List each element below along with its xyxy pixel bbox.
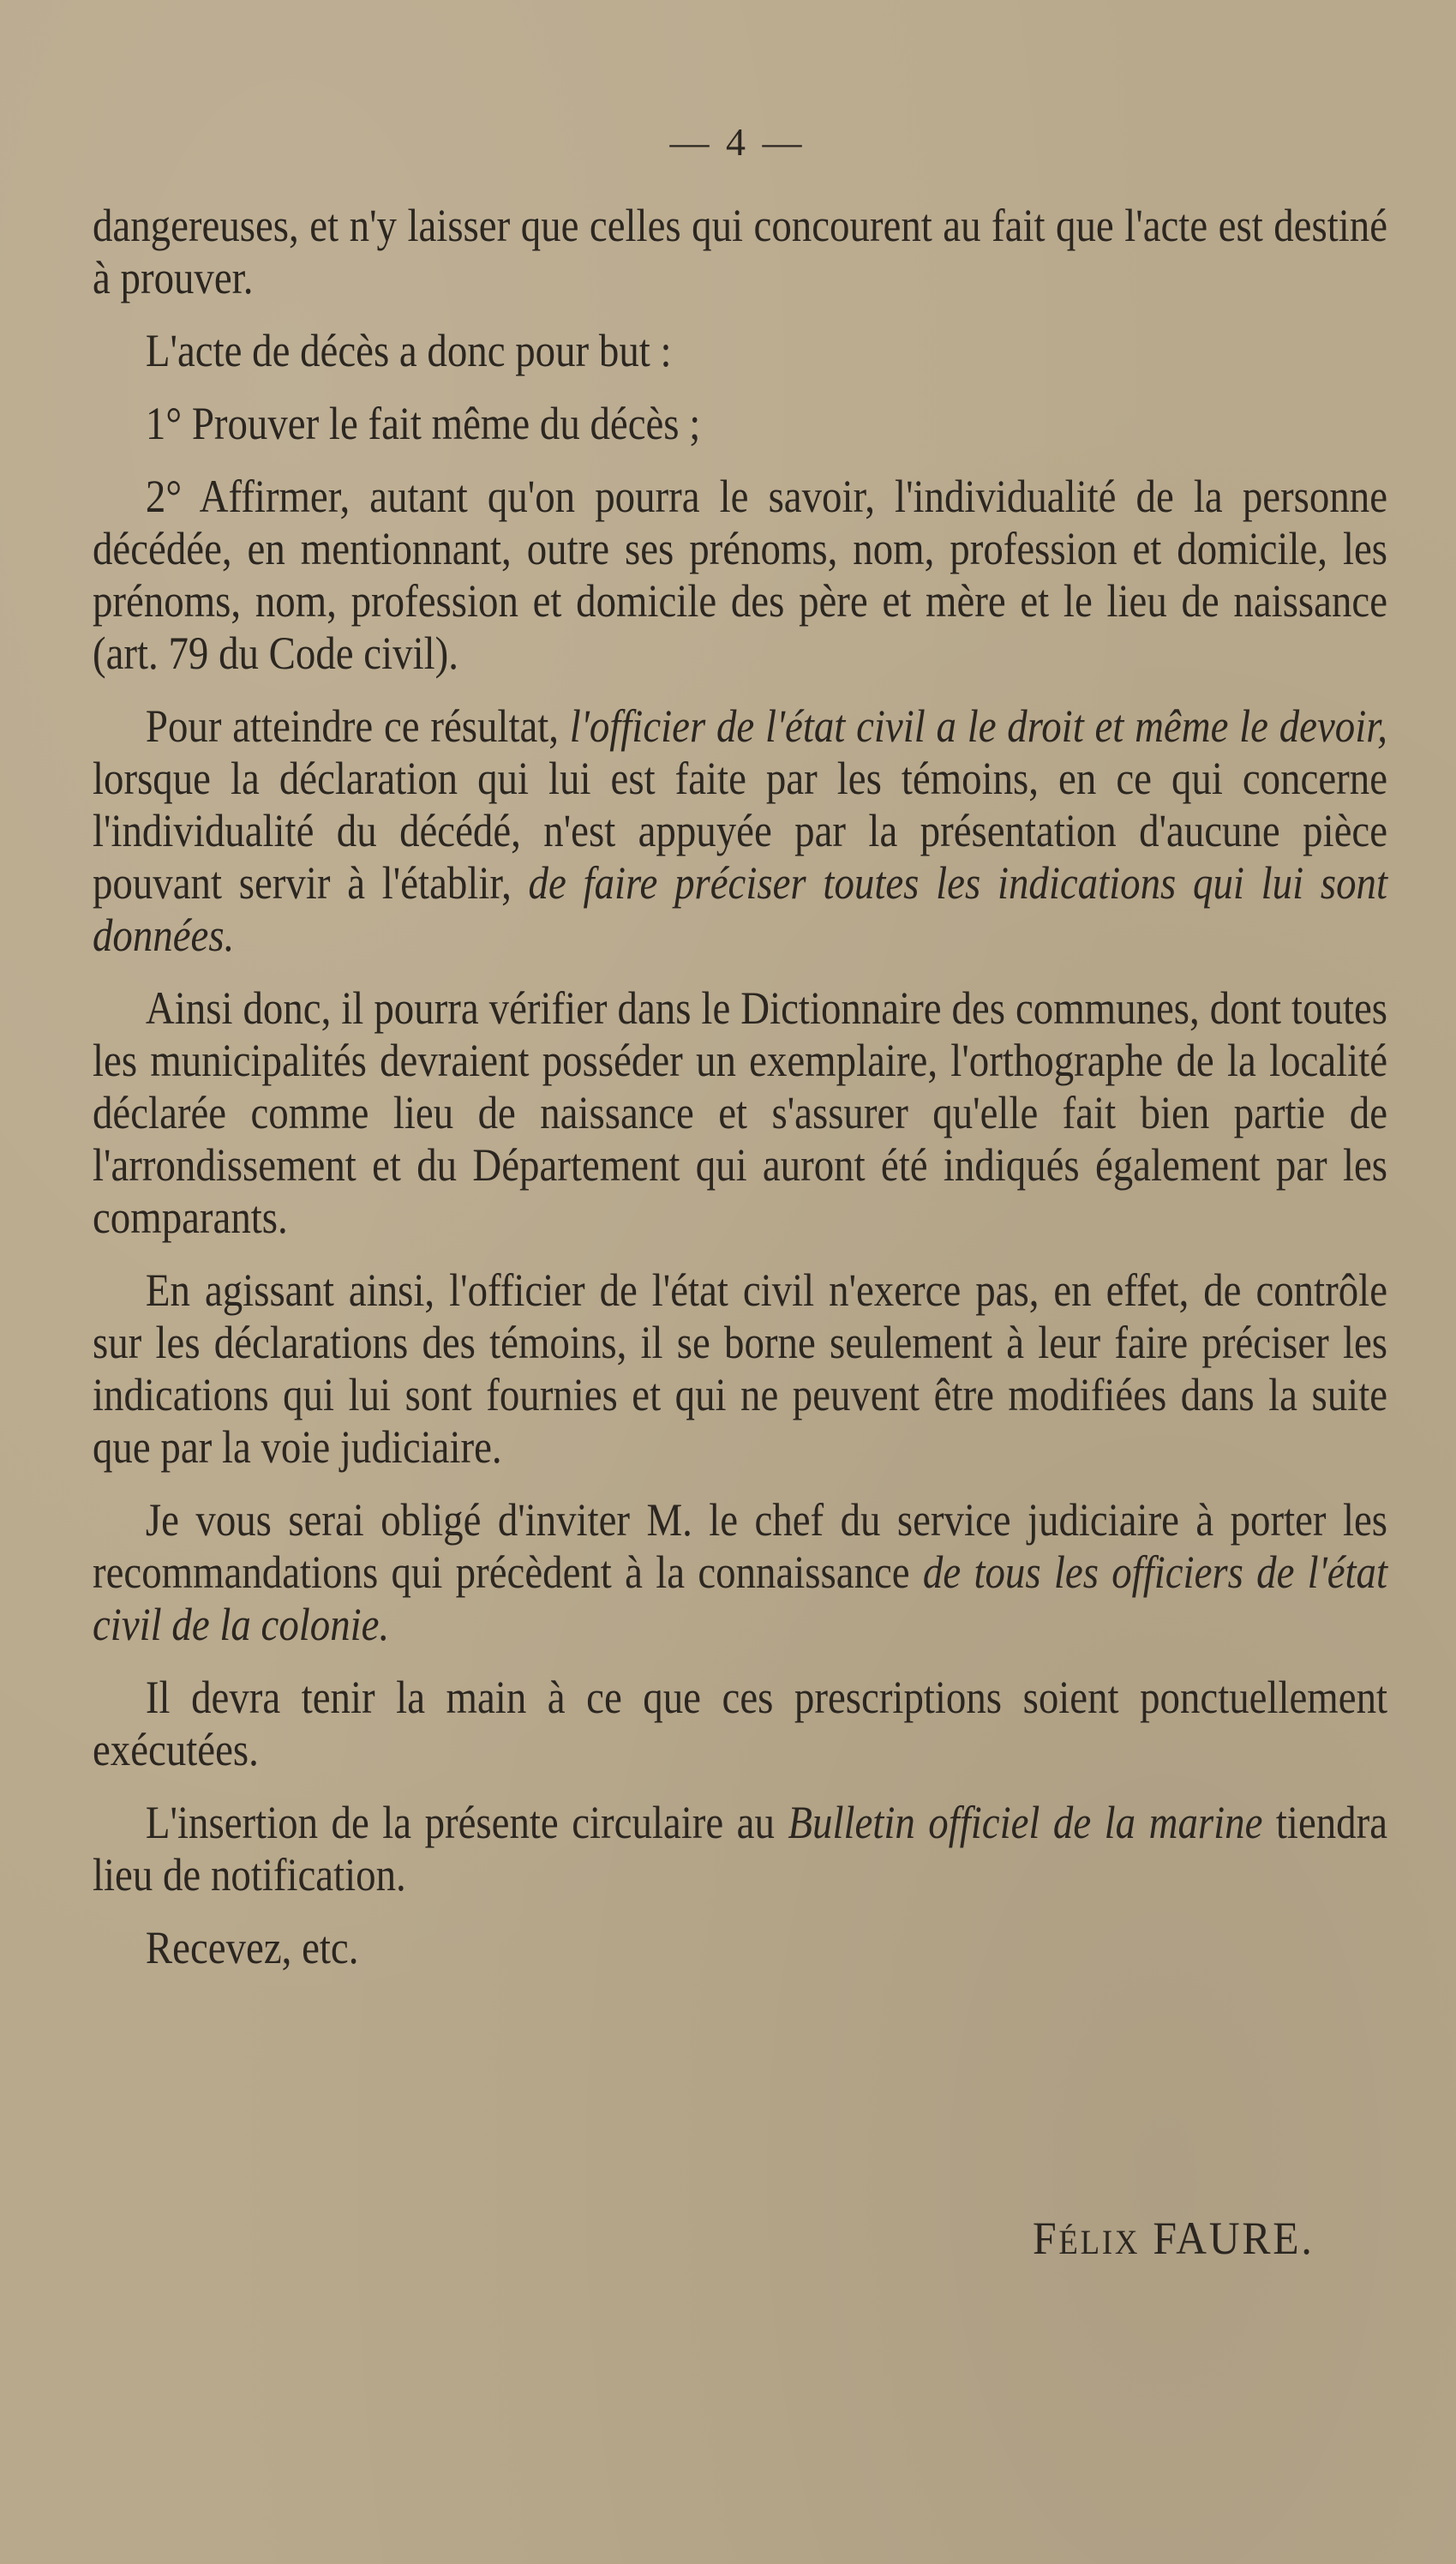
paragraph-text: Recevez, etc.: [145, 1921, 359, 1973]
paragraph-text: dangereuses, et n'y laisser que celles qui concourent au fait que l'acte est destiné à prouver.: [93, 199, 1388, 303]
signature: [1033, 2212, 1315, 2265]
circular-body: [93, 199, 1387, 1973]
paragraph-continuation: [93, 199, 1387, 303]
paragraph-text: 1° Prouver le fait même du décès ;: [145, 397, 701, 449]
paragraph-point-2: [93, 470, 1387, 679]
paragraph-text: Pour atteindre ce résultat,: [145, 700, 570, 752]
paragraph-purpose: [93, 324, 1387, 376]
page-number: — 4 —: [669, 120, 806, 164]
signature-first-name-rest: ÉLIX: [1058, 2223, 1141, 2261]
paragraph-text: Il devra tenir la main à ce que ces prescriptions soient ponctuellement exécutées.: [93, 1671, 1388, 1775]
italic-emphasis: de faire préciser toutes les indications qui lui sont données.: [93, 856, 1388, 961]
italic-emphasis: de tous les officiers de l'état civil de la colonie.: [93, 1546, 1388, 1650]
paragraph-text: tiendra lieu de notification.: [93, 1796, 1388, 1900]
italic-emphasis: Bulletin officiel de la marine: [788, 1796, 1263, 1848]
paragraph-text: L'acte de décès a donc pour but :: [145, 324, 672, 376]
paragraph-text: Ainsi donc, il pourra vérifier dans le Dictionnaire des communes, dont toutes les municipalités devraient posséder un exemplaire, l'orthographe de la localité déclarée comme lieu de naissance et s'assurer qu'elle fait bien partie de l'arrondissement et du Département qui auront été indiqués également par les comparants.: [93, 982, 1388, 1243]
paragraph-no-control: [93, 1264, 1387, 1473]
paragraph-invite: [93, 1493, 1387, 1650]
italic-emphasis: l'officier de l'état civil a le droit et même le devoir,: [569, 700, 1388, 752]
paragraph-insertion: [93, 1796, 1387, 1900]
paragraph-text: 2° Affirmer, autant qu'on pourra le savoir, l'individualité de la personne décédée, en mentionnant, outre ses prénoms, nom, profession et domicile, les prénoms, nom, profession et domicile des père et mère et le lieu de naissance (art. 79 du Code civil).: [93, 470, 1388, 679]
paragraph-closing: [93, 1921, 1387, 1973]
paragraph-text: Je vous serai obligé d'inviter M. le chef du service judiciaire à porter les recommandations qui précèdent à la connaissance: [93, 1493, 1388, 1598]
paragraph-officer-right: [93, 700, 1387, 961]
signature-surname: FAURE.: [1153, 2213, 1315, 2264]
paragraph-dictionary: [93, 982, 1387, 1243]
paragraph-point-1: [93, 397, 1387, 449]
paragraph-punctual: [93, 1671, 1387, 1775]
paragraph-text: lorsque la déclaration qui lui est faite par les témoins, en ce qui concerne l'individualité du décédé, n'est appuyée par la présentation d'aucune pièce pouvant servir à l'établir,: [93, 752, 1388, 909]
paragraph-text: L'insertion de la présente circulaire au: [145, 1796, 788, 1848]
paragraph-text: En agissant ainsi, l'officier de l'état civil n'exerce pas, en effet, de contrôle sur les déclarations des témoins, il se borne seulement à leur faire préciser les indications qui lui sont fournies et qui ne peuvent être modifiées dans la suite que par la voie judiciaire.: [93, 1264, 1388, 1473]
signature-initial: F: [1033, 2213, 1059, 2264]
